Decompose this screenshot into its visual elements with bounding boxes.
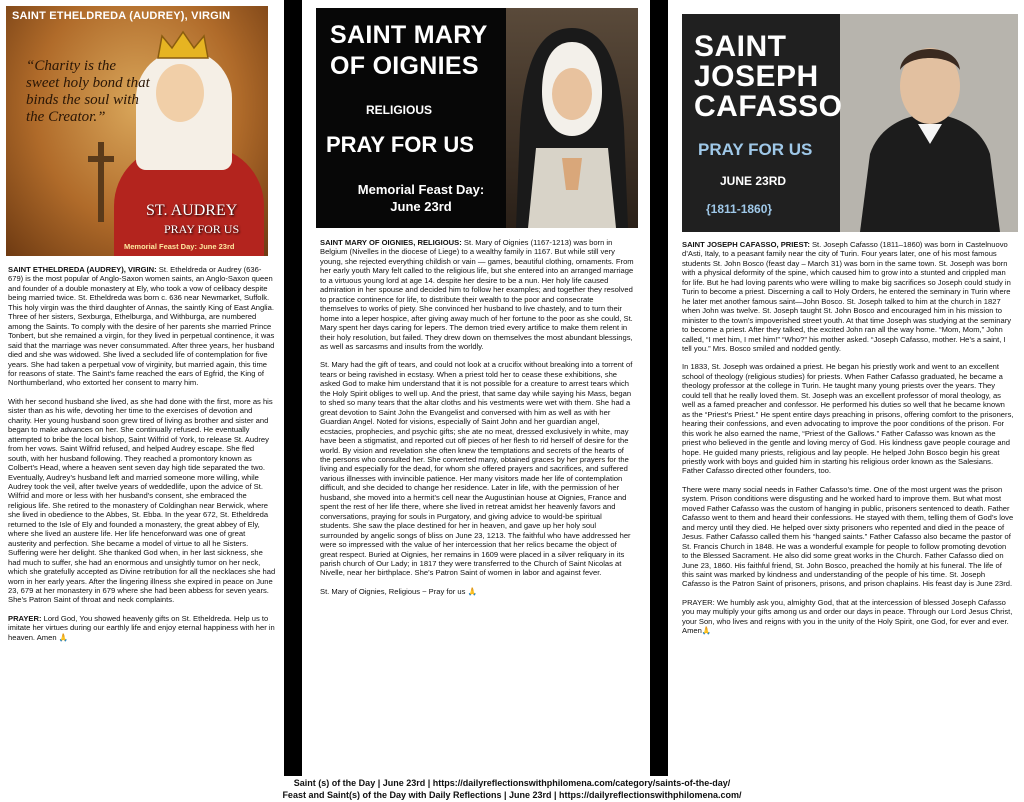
article-paragraph: St. Etheldreda or Audrey (636-679) is the most popular of Anglo-Saxon women saints, an Anglo-Saxon queen and founder of a double monastery at Ely, who took a vow of celibacy despite being married twice. St. Etheldreda was born c. 636 near Newmarket, Suffolk. This holy virgin was the third daughter of Annas, the saintly King of East Anglia. Three of her sisters, Sexburga, Ethelburga, and Withburga, are numbered among the Saints. To comply with the desire of her parents she married Prince Tonbert, but she remained a virgin, for they lived in perpetual continence, it was said that the marriage was never consummated. After three years, her husband died and she was widowed. She lived a secluded life of contemplation for five years. She had taken a perpetual vow of virginity, but married again, this time for reasons of state. The Saint’s fame reached the ears of Egfrid, the King of Northumberland, who extorted her consent to marry him. xyxy=(8,265,275,388)
cross-icon xyxy=(86,142,116,222)
article-paragraph: St. Joseph Cafasso (1811–1860) was born in Castelnuovo d’Asti, Italy, to a peasant family near the city of Turin. Four years later, one of his most famous students St. John Bosco (feast day – March 31) was born in the same town. St. Joseph was born with a physical deformity of the spine, which caused him to grow into a stunted and crippled man for life. But he had loving parents who were willing to make big sacrifices so Joseph could study in Turin to become a priest. Discerning a call to Holy Orders, he entered the seminary in Turin where he later met another famous saint—John Bosco. St. Joseph talked to him at the church in 1827 when John was twelve. St. Joseph taught St. John Bosco and encouraged him in his mission to minister to the town’s impoverished street youth. At that time Joseph was studying at the seminary to become a priest. After they talked, the excited John ran all the way home. “Mom, Mom,” John called, “I met him, I met him!” “Who?” his mother asked. “Joseph Cafasso, mother. He’s a saint, I tell you.” Mrs. Bosco smiled and nodded gently. xyxy=(682,240,1012,353)
joseph-cafasso-article xyxy=(682,240,1014,645)
crown-icon xyxy=(156,30,210,60)
image-quote: “Charity is the sweet holy bond that binds the soul with the Creator.” xyxy=(26,58,150,125)
article-heading: SAINT JOSEPH CAFASSO, PRIEST: xyxy=(682,240,810,249)
nun-portrait xyxy=(506,8,638,228)
priest-portrait xyxy=(840,14,1018,232)
footer-line-1[interactable]: Saint (s) of the Day | June 23rd | https://dailyreflectionswithphilomena.com/category/saints-of-the-day/ xyxy=(293,778,731,788)
image-feast-text: Memorial Feast Day: June 23rd xyxy=(124,242,235,251)
article-paragraph: In 1833, St. Joseph was ordained a priest. He began his priestly work and went to an excellent school of theology (religious studies) for priests. When Father Cafasso graduated, he became a theology professor at the college in Turin. He taught many young priests over the years. They could tell that he really loved them. St. Joseph was an excellent professor of moral theology, as well as a famed preacher and confessor. He performed his duties so well that he became known as the “Priest’s Priest.” He spent entire days preaching in prisons, offering comfort to the prisoners, hearing their confessions, and even advocating to improve the poor conditions of the prison. For this work he also earned the name, “Priest of the Gallows.” Father Cafasso was known as the priest who believed in the gentle and loving mercy of God. His kindness gave people courage and hope. He guided many priests, religious and lay people. He helped John Bosco begin his great priestly work with boys and guided him in starting his religious order known as the Salesians. Father Cafasso directed other founders, too. xyxy=(682,362,1014,476)
article-paragraph: St. Mary had the gift of tears, and could not look at a crucifix without breaking into a torrent of tears or being ravished in ecstasy. When a priest told her to cease these exhibitions, she asked God to make him understand that it is not possible for a creature to arrest tears which the Holy Spirit obliges to well up. And the priest, that same day while saying his Mass, began to shed so many tears that the altar cloths and his vestments were wet with them. She had a great devotion to Saint John the Evangelist and conversed with him as well as with her Guardian Angel. Noted for visions, especially of Saint John and her guardian angel, ecstacies, prophecies, and psychic gifts; she ate no meat, dressed exclusively in white, may have been a stigmatist, and reported cut off pieces of her flesh to rid herself of desire for the world. By vision and revelation she often knew the temptations and secrets of the hearts of the persons who consulted her. She converted many, obtained graces by her prayers for the living and especially for the dead, for whom she offered prayers and sacrifices, and suffered various illnesses with invincible patience. Her many visitors made her life of contemplation difficult, and she decided to change her residence. Later in life, with the permission of her husband, she moved into a hermit’s cell near the Augustinian house at Oignies, France and spent the rest of her life there, where she lived in retreat amidst her heavenly favors and conversations, praying for souls in Purgatory, and giving advice to would-be spiritual students. She saw the place destined for her in heaven, and gave up her holy soul surrounded by angelic songs of bliss on June 23, 1213. The faithful who have addressed her were so impressed with the value of her intercession that her relics became the object of great respect. Buried at Oignies, her remains in 1609 were placed in a silver reliquary in its parish church of Our Lady; in 1817 they were transferred to the Church of Saint Nicolas at Nivelle, near her birthplace. She’s Patron Saint of women in labor and against fever. xyxy=(320,360,633,578)
st-audrey-image xyxy=(6,6,268,256)
closing-prayer: St. Mary of Oignies, Religious ~ Pray for us 🙏 xyxy=(320,586,477,596)
image-pray-text: PRAY FOR US xyxy=(326,132,474,157)
article-heading: SAINT ETHELDREDA (AUDREY), VIRGIN: xyxy=(8,265,157,274)
etheldreda-article xyxy=(8,265,276,651)
image-years-text: {1811-1860} xyxy=(706,202,773,216)
column-mary-oignies xyxy=(302,0,650,776)
image-memorial-text: Memorial Feast Day: June 23rd xyxy=(357,182,485,214)
footer-line-2[interactable]: Feast and Saint(s) of the Day with Daily Reflections | June 23rd | https://dailyreflectionswithphilomena.com/ xyxy=(282,790,742,800)
image-pray-text: PRAY FOR US xyxy=(698,140,813,159)
prayer-text: PRAYER: We humbly ask you, almighty God, that at the intercession of blessed Joseph Cafasso you may multiply your gifts among us and order our days in peace. Through our Lord Jesus Christ, your Son, who lives and reigns with you in the unity of the Holy Spirit, one God, for ever and ever. Amen🙏 xyxy=(682,597,1013,636)
st-joseph-cafasso-image xyxy=(682,14,1018,232)
image-caption: SAINT ETHELDREDA (AUDREY), VIRGIN xyxy=(12,10,231,22)
image-title: SAINT MARY OF OIGNIES xyxy=(330,21,488,80)
st-mary-oignies-image xyxy=(316,8,638,228)
mary-oignies-article xyxy=(320,238,634,605)
prayer-label: PRAYER: xyxy=(8,613,42,623)
image-title: SAINT JOSEPH CAFASSO xyxy=(694,30,843,123)
article-paragraph: With her second husband she lived, as she had done with the first, more as his sister than as his wife, devoting her time to the exercises of devotion and charity. Her young husband soon grew tired of living as brother and sister and began to make advances on her. She continually refused. He eventually attempted to bribe the local bishop, Saint Wilfrid of York, to release St. Audrey from her vows. Saint Wilfrid refused, and helped Audrey escape. She fled south, with her husband following. They reached a promontory known as Colbert’s Head, where a heaven sent seven day high tide separated the two. Eventually, Audrey’s husband left and married someone more willing, while Audrey took the veil, after twelve years of weddedlife, upon the advice of St. Wilfrid and more or less with her husband’s consent, she embraced the religious life. She retired to the monastery of Coldinghan near Berwick, where she lived in obedience to the Abbes, St. Ebba. In the year 672, St. Etheldreda returned to the Isle of Ely and founded a monastery, the great abbey of Ely, where she lived an austere life. Her life henceforward was one of great austerity and perfection. She became a model of virtue to all he Sisters. Suffering were her delight. She thanked God when, in her last sickness, she had much to suffer, she had an enormous and unsightly tumor on her neck, which she gratefully accepted as Divine retribution for all the necklaces she had worn in her early years. After the lingering illness she expired in peace on June 23, 679 at her monastery in 679 where she had been abbess for seven years. She’s Patron Saint of throat and neck complaints. xyxy=(8,396,276,605)
article-paragraph: There were many social needs in Father Cafasso’s time. One of the most urgent was the prison system. Prison conditions were disgusting and he worked hard to improve them. But what most moved Father Cafasso was the custom of hanging in public, prisoners sentenced to death. Father Cafasso went to them and heard their confessions. He stayed with them, telling them of God’s love and mercy until they died. He helped over sixty prisoners who repented and died in the peace of Jesus. Father Cafasso called them his “hanged saints.” Father Cafasso also became the pastor of St. Francis Church in 1848. He was a wonderful example for people to follow promoting devotion to the Blessed Sacrament. He also did some great works in the Church. Father Cafasso died on June 23, 1860. His faithful friend, St. John Bosco, preached the homily at his funeral. The life of this saint was marked by kindness and understanding of the people of his time. St. Joseph Cafasso is the Patron Saint of prisoners, prisons, and prison chaplains. His feast day is June 23rd. xyxy=(682,484,1014,589)
image-date-text: JUNE 23RD xyxy=(720,174,787,188)
page-footer xyxy=(0,776,1024,802)
image-saint-name: ST. AUDREY xyxy=(146,202,238,219)
image-pray-text: PRAY FOR US xyxy=(164,222,240,236)
column-joseph-cafasso xyxy=(668,0,1024,776)
article-heading: SAINT MARY OF OIGNIES, RELIGIOUS: xyxy=(320,238,462,247)
prayer-text: Lord God, You showed heavenly gifts on St. Etheldreda. Help us to imitate her virtues during our earthly life and enjoy eternal happiness with her in heaven. Amen 🙏 xyxy=(8,613,275,642)
image-role: RELIGIOUS xyxy=(366,103,433,117)
article-paragraph: St. Mary of Oignies (1167-1213) was born in Belgium (Nivelles in the diocese of Liege) to a wealthy family in 1167. But while still very young, she rejected everything childish or vain — games, beautiful clothing, ornaments. From her early youth Mary felt called to the religious life, but she entered into an arranged marriage to a virtuous young lord at age 14. despite her desire to be a nun. Her holy life caused admiration in her spouse and decided him to follow her examples; and together they resolved to practice continence for life, to distribute their wealth to the poor and consecrate themselves to works of piety. She convinced her husband to live chastely, and to turn their home into a leper hospice, after giving away much of her fortune to the poor as she could, St. Mary spent her days caring for lepers. The demon tried every artifice to make them relent in their holy resolution, but failed. They drew down on themselves the most abundant blessings, as well as sarcasms and insults from the worldly. xyxy=(320,238,634,351)
column-etheldreda xyxy=(0,0,284,776)
